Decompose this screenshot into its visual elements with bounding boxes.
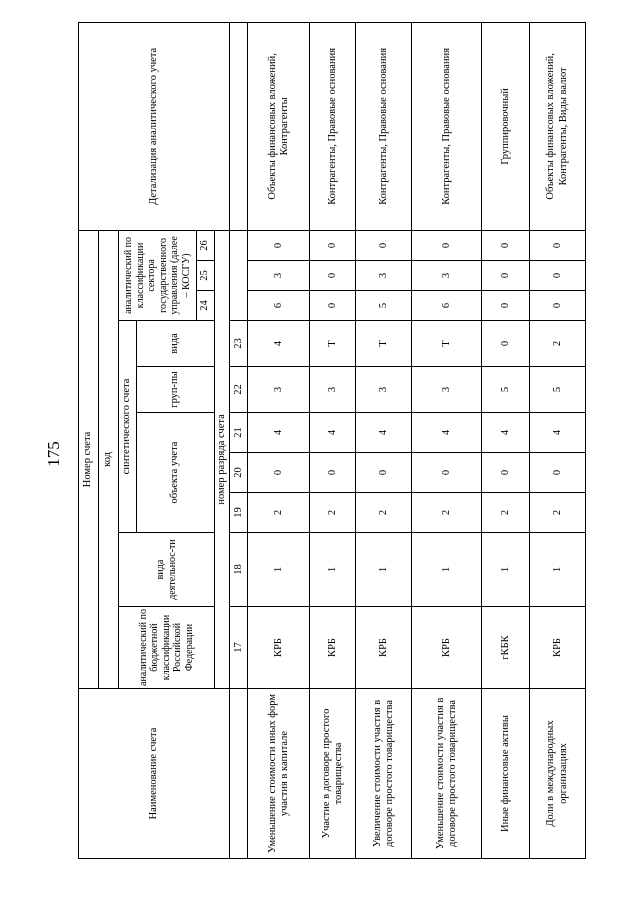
cell-21: 4 — [412, 413, 482, 453]
row-name: Доли в международных организациях — [530, 689, 586, 859]
cell-22: 3 — [412, 367, 482, 413]
cell-22: 3 — [356, 367, 412, 413]
cell-17: гКБК — [482, 607, 530, 689]
header-account-number: Номер счета — [79, 230, 99, 688]
digit-empty-name — [230, 689, 248, 859]
cell-21: 4 — [310, 413, 356, 453]
header-object: объекта учета — [137, 413, 215, 533]
row-detail: Объекты финансовых вложений, Контрагенты, Виды валют — [530, 22, 586, 230]
digit-24: 24 — [197, 291, 215, 321]
cell-22: 5 — [530, 367, 586, 413]
cell-24: 5 — [356, 291, 412, 321]
cell-17: КРБ — [356, 607, 412, 689]
header-analytical-budget: аналитический по бюджетной классификации Российской Федерации — [119, 607, 215, 689]
cell-23: 4 — [248, 321, 310, 367]
accounts-table — [78, 22, 586, 859]
cell-19: 2 — [412, 493, 482, 533]
cell-21: 4 — [482, 413, 530, 453]
cell-24: 0 — [482, 291, 530, 321]
row-name: Участие в договоре простого товарищества — [310, 689, 356, 859]
cell-20: 0 — [530, 453, 586, 493]
cell-19: 2 — [482, 493, 530, 533]
page-number-text: 175 — [44, 441, 63, 467]
digit-empty-kosgu — [230, 230, 248, 320]
cell-23: Т — [310, 321, 356, 367]
cell-18: 1 — [412, 533, 482, 607]
cell-23: 2 — [530, 321, 586, 367]
digit-25: 25 — [197, 261, 215, 291]
cell-26: 0 — [248, 230, 310, 260]
row-detail: Группировочный — [482, 22, 530, 230]
header-account-name: Наименование счета — [79, 689, 230, 859]
cell-24: 0 — [530, 291, 586, 321]
cell-22: 3 — [310, 367, 356, 413]
table-row — [530, 22, 586, 858]
digit-18: 18 — [230, 533, 248, 607]
cell-26: 0 — [356, 230, 412, 260]
header-analytical-kosgu: аналитический по классификации сектора государственного управления (далее – КОСГУ) — [119, 230, 197, 320]
cell-18: 1 — [530, 533, 586, 607]
cell-18: 1 — [482, 533, 530, 607]
row-detail: Объекты финансовых вложений, Контрагенты — [248, 22, 310, 230]
digit-22: 22 — [230, 367, 248, 413]
digit-19: 19 — [230, 493, 248, 533]
row-name: Уменьшение стоимости участия в договоре простого товарищества — [412, 689, 482, 859]
cell-25: 0 — [482, 261, 530, 291]
header-group: груп-пы — [137, 367, 215, 413]
cell-19: 2 — [248, 493, 310, 533]
cell-26: 0 — [412, 230, 482, 260]
cell-18: 1 — [310, 533, 356, 607]
header-digit-number: номер разряда счета — [215, 230, 230, 688]
cell-25: 0 — [530, 261, 586, 291]
cell-23: 0 — [482, 321, 530, 367]
cell-17: КРБ — [412, 607, 482, 689]
header-code: код — [99, 230, 119, 688]
cell-23: Т — [356, 321, 412, 367]
header-synthetic: синтетического счета — [119, 321, 137, 533]
digit-17: 17 — [230, 607, 248, 689]
row-name: Уменьшение стоимости иных форм участия в капитале — [248, 689, 310, 859]
table-row — [310, 22, 356, 858]
cell-23: Т — [412, 321, 482, 367]
cell-24: 6 — [412, 291, 482, 321]
page-number — [42, 434, 66, 474]
row-detail: Контрагенты, Правовые основания — [412, 22, 482, 230]
cell-18: 1 — [248, 533, 310, 607]
cell-22: 5 — [482, 367, 530, 413]
cell-21: 4 — [248, 413, 310, 453]
table-row — [248, 22, 310, 858]
cell-20: 0 — [248, 453, 310, 493]
cell-18: 1 — [356, 533, 412, 607]
cell-20: 0 — [412, 453, 482, 493]
cell-22: 3 — [248, 367, 310, 413]
rotated-table-wrapper — [78, 23, 586, 859]
cell-26: 0 — [530, 230, 586, 260]
header-activity-type: вида деятельнос-ти — [119, 533, 215, 607]
cell-26: 0 — [310, 230, 356, 260]
header-detail: Детализация аналитического учета — [79, 22, 230, 230]
header-kind: вида — [137, 321, 215, 367]
cell-20: 0 — [356, 453, 412, 493]
cell-19: 2 — [530, 493, 586, 533]
table-row — [482, 22, 530, 858]
cell-26: 0 — [482, 230, 530, 260]
cell-25: 3 — [248, 261, 310, 291]
cell-21: 4 — [530, 413, 586, 453]
cell-20: 0 — [310, 453, 356, 493]
digit-empty-detail — [230, 22, 248, 230]
digit-23: 23 — [230, 321, 248, 367]
cell-21: 4 — [356, 413, 412, 453]
cell-24: 6 — [248, 291, 310, 321]
cell-25: 0 — [310, 261, 356, 291]
row-detail: Контрагенты, Правовые основания — [356, 22, 412, 230]
cell-19: 2 — [310, 493, 356, 533]
cell-25: 3 — [356, 261, 412, 291]
cell-24: 0 — [310, 291, 356, 321]
row-name: Увеличение стоимости участия в договоре простого товарищества — [356, 689, 412, 859]
cell-17: КРБ — [310, 607, 356, 689]
cell-17: КРБ — [530, 607, 586, 689]
cell-17: КРБ — [248, 607, 310, 689]
row-detail: Контрагенты, Правовые основания — [310, 22, 356, 230]
table-row — [412, 22, 482, 858]
cell-19: 2 — [356, 493, 412, 533]
digit-20: 20 — [230, 453, 248, 493]
cell-20: 0 — [482, 453, 530, 493]
digit-21: 21 — [230, 413, 248, 453]
row-name: Иные финансовые активы — [482, 689, 530, 859]
table-row — [356, 22, 412, 858]
cell-25: 3 — [412, 261, 482, 291]
digit-26: 26 — [197, 230, 215, 260]
